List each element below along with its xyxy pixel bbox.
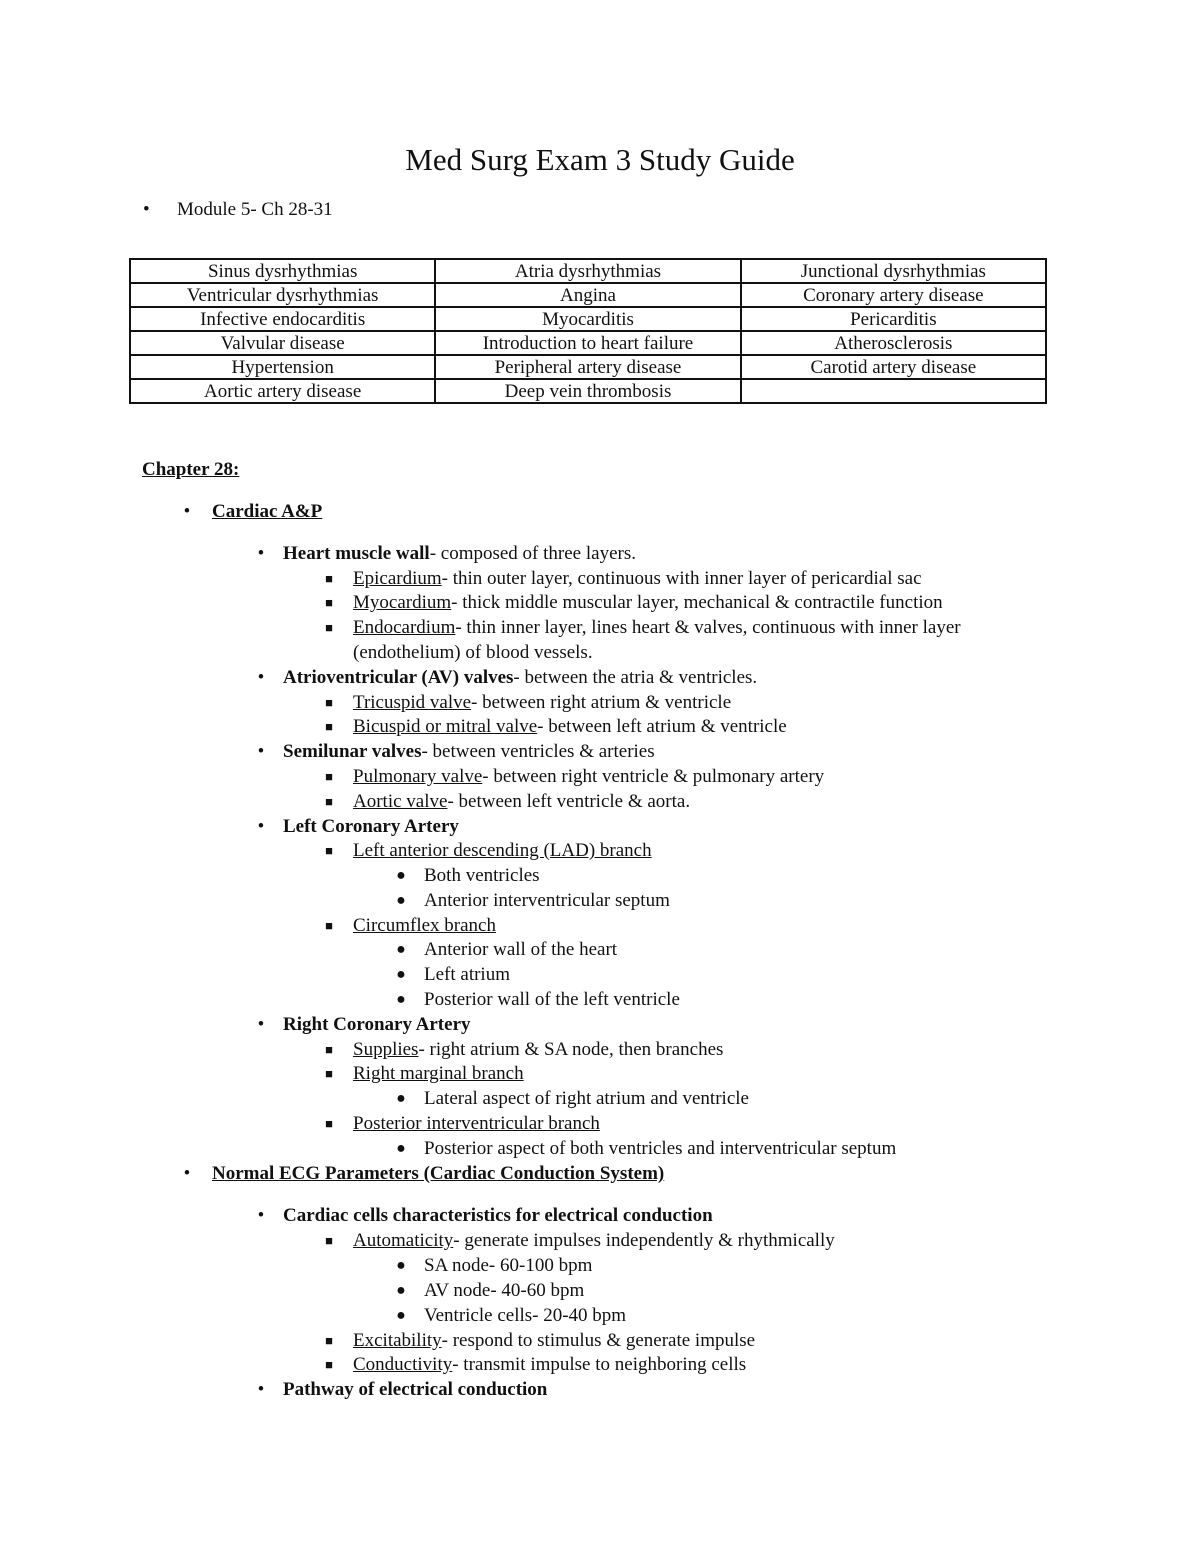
item-desc: - composed of three layers. [429,543,636,564]
square-bullet-icon: ■ [325,571,333,586]
bullet-icon: • [257,1014,265,1035]
subitem-term: Circumflex branch [353,915,496,936]
square-bullet-icon: ■ [325,1066,333,1081]
outline-leaf [396,1279,585,1304]
outline-leaf [396,963,510,988]
item-desc: - between the atria & ventricles. [513,667,758,688]
table-cell: Angina [435,283,740,307]
table-cell: Sinus dysrhythmias [130,259,435,283]
outline-leaf [396,1137,897,1162]
table-cell: Carotid artery disease [741,355,1046,379]
table-cell: Ventricular dysrhythmias [130,283,435,307]
leaf-text: SA node- 60-100 bpm [424,1255,593,1276]
subitem-desc: - thin inner layer, lines heart & valves, continuous with inner layer [455,617,961,638]
square-bullet-icon: ■ [325,1233,333,1248]
subitem-term: Endocardium [353,617,456,638]
subitem-term: Conductivity [353,1354,453,1375]
square-bullet-icon: ■ [325,918,333,933]
subitem-desc: - between right ventricle & pulmonary artery [482,766,825,787]
outline-subitem [325,1229,835,1254]
outline-section [183,1162,665,1187]
section-heading: Normal ECG Parameters (Cardiac Conduction System) [212,1163,665,1184]
bullet-icon: • [257,741,265,762]
table-cell: Myocarditis [435,307,740,331]
table-row [130,283,1046,307]
subitem-desc: - right atrium & SA node, then branches [418,1039,724,1060]
leaf-text: Lateral aspect of right atrium and ventricle [424,1088,749,1109]
outline-subitem [325,839,652,864]
table-row [130,307,1046,331]
bullet-icon: • [183,501,191,522]
square-bullet-icon: ■ [325,1333,333,1348]
outline-leaf [396,864,540,889]
outline-subitem [325,567,922,592]
subitem-desc: - respond to stimulus & generate impulse [441,1330,756,1351]
bullet-icon: • [257,543,265,564]
leaf-text: Anterior interventricular septum [424,890,670,911]
table-cell: Infective endocarditis [130,307,435,331]
subitem-term: Automaticity [353,1230,454,1251]
table-cell [741,379,1046,403]
leaf-text: Ventricle cells- 20-40 bpm [424,1305,627,1326]
item-desc: - between ventricles & arteries [421,741,655,762]
subitem-term: Excitability [353,1330,442,1351]
outline-leaf [396,988,680,1013]
subitem-term: Myocardium [353,592,452,613]
outline-subitem [325,591,943,616]
table-cell: Peripheral artery disease [435,355,740,379]
outline-leaf [396,1087,749,1112]
outline-item [257,1204,713,1229]
dot-bullet-icon: ● [396,892,406,909]
outline-leaf [396,938,618,963]
leaf-text: AV node- 40-60 bpm [424,1280,585,1301]
document-title: Med Surg Exam 3 Study Guide [405,142,795,177]
outline-subitem [325,1329,756,1354]
subitem-term: Aortic valve [353,791,448,812]
subitem-term: Posterior interventricular branch [353,1113,600,1134]
subitem-continuation: (endothelium) of blood vessels. [353,642,593,663]
outline-subitem [325,1038,724,1063]
table-cell: Valvular disease [130,331,435,355]
outline-item [257,1378,548,1403]
dot-bullet-icon: ● [396,1090,406,1107]
table-row [130,355,1046,379]
table-cell: Junctional dysrhythmias [741,259,1046,283]
table-row [130,331,1046,355]
dot-bullet-icon: ● [396,1140,406,1157]
item-label: Cardiac cells characteristics for electrical conduction [283,1205,713,1226]
item-label: Heart muscle wall [283,543,430,564]
subitem-term: Pulmonary valve [353,766,483,787]
square-bullet-icon: ■ [325,695,333,710]
leaf-text: Posterior aspect of both ventricles and interventricular septum [424,1138,897,1159]
outline-leaf [396,889,670,914]
outline-leaf [396,1304,627,1329]
leaf-text: Posterior wall of the left ventricle [424,989,680,1010]
bullet-icon: • [257,1205,265,1226]
dot-bullet-icon: ● [396,1282,406,1299]
dot-bullet-icon: ● [396,1257,406,1274]
table-cell: Hypertension [130,355,435,379]
square-bullet-icon: ■ [325,843,333,858]
subitem-term: Epicardium [353,568,442,589]
subitem-term: Left anterior descending (LAD) branch [353,840,652,861]
module-bullet-item [143,197,333,223]
outline-item [257,542,636,567]
item-label: Atrioventricular (AV) valves [283,667,514,688]
subitem-desc: - thick middle muscular layer, mechanical & contractile function [451,592,943,613]
outline-item [257,815,459,840]
outline-subitem [325,715,787,740]
subitem-term: Supplies [353,1039,419,1060]
bullet-icon: • [183,1163,191,1184]
outline-subitem [325,1353,747,1378]
table-cell: Deep vein thrombosis [435,379,740,403]
bullet-icon: • [257,1379,265,1400]
subitem-term: Tricuspid valve [353,692,472,713]
subitem-term: Bicuspid or mitral valve [353,716,538,737]
table-cell: Introduction to heart failure [435,331,740,355]
topics-table [129,258,1047,404]
subitem-desc: - transmit impulse to neighboring cells [452,1354,747,1375]
table-cell: Aortic artery disease [130,379,435,403]
dot-bullet-icon: ● [396,941,406,958]
module-text: Module 5- Ch 28-31 [177,199,333,220]
subitem-desc: - between left atrium & ventricle [537,716,787,737]
table-cell: Atherosclerosis [741,331,1046,355]
subitem-desc: - generate impulses independently & rhythmically [453,1230,835,1251]
outline-leaf [396,1254,593,1279]
leaf-text: Left atrium [424,964,510,985]
table-cell: Coronary artery disease [741,283,1046,307]
outline-subitem [325,790,691,815]
leaf-text: Anterior wall of the heart [424,939,618,960]
dot-bullet-icon: ● [396,966,406,983]
outline-item [257,740,655,765]
item-label: Right Coronary Artery [283,1014,471,1035]
outline-section [183,500,323,525]
outline-item [257,666,758,691]
outline-item [257,1013,471,1038]
outline-subitem [325,691,732,716]
outline-subitem [325,616,961,641]
table-cell: Atria dysrhythmias [435,259,740,283]
bullet-icon: • [257,816,265,837]
table-row [130,259,1046,283]
subitem-term: Right marginal branch [353,1063,524,1084]
subitem-desc: - thin outer layer, continuous with inner layer of pericardial sac [441,568,922,589]
dot-bullet-icon: ● [396,991,406,1008]
table-row [130,379,1046,403]
square-bullet-icon: ■ [325,1357,333,1372]
outline-subitem [325,1062,524,1087]
square-bullet-icon: ■ [325,595,333,610]
square-bullet-icon: ■ [325,719,333,734]
dot-bullet-icon: ● [396,867,406,884]
table-cell: Pericarditis [741,307,1046,331]
square-bullet-icon: ■ [325,620,333,635]
bullet-icon: • [257,667,265,688]
square-bullet-icon: ■ [325,1042,333,1057]
subitem-desc: - between left ventricle & aorta. [447,791,691,812]
item-label: Semilunar valves [283,741,422,762]
square-bullet-icon: ■ [325,794,333,809]
square-bullet-icon: ■ [325,1116,333,1131]
outline-subitem [325,1112,600,1137]
leaf-text: Both ventricles [424,865,540,886]
square-bullet-icon: ■ [325,769,333,784]
outline-subitem [325,765,825,790]
subitem-desc: - between right atrium & ventricle [471,692,732,713]
outline-subitem [325,914,496,939]
item-label: Pathway of electrical conduction [283,1379,548,1400]
dot-bullet-icon: ● [396,1307,406,1324]
chapter-heading: Chapter 28: [142,459,240,480]
bullet-icon: • [143,199,150,220]
section-heading: Cardiac A&P [212,501,323,522]
item-label: Left Coronary Artery [283,816,459,837]
